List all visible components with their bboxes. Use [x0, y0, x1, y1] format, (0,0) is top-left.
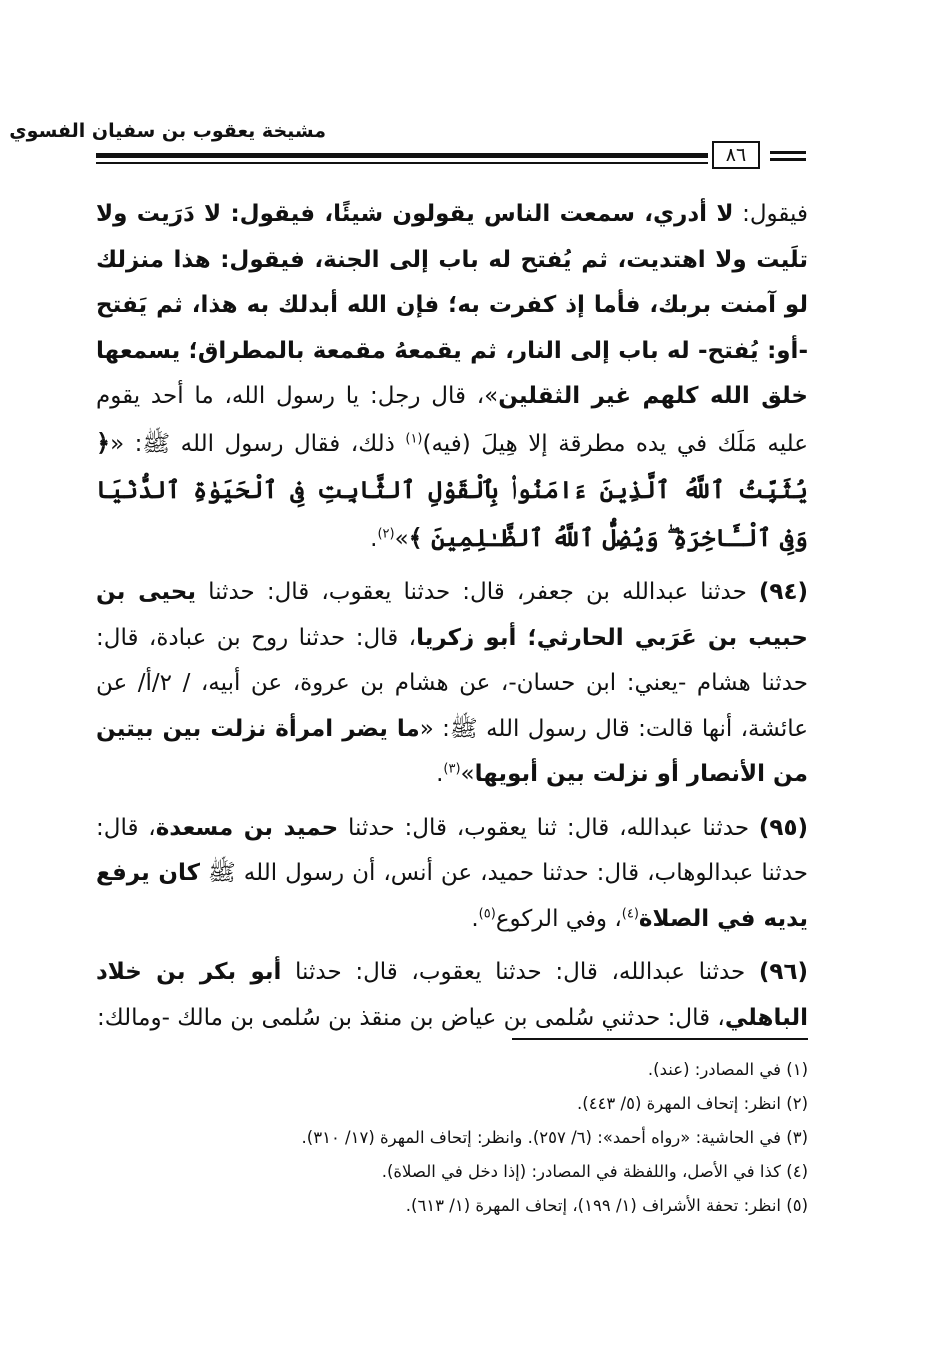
text-run: . — [471, 905, 479, 932]
footnote-3: (٣) في الحاشية: «رواه أحمد»: (٦/ ٢٥٧). وانظر: إتحاف المهرة (١٧/ ٣١٠). — [301, 1128, 808, 1147]
footnote-5: (٥) انظر: تحفة الأشراف (١/ ١٩٩)، إتحاف المهرة (١/ ٦١٣). — [405, 1196, 808, 1215]
footnote-1: (١) في المصادر: (عند). — [647, 1060, 808, 1079]
footnote-2: (٢) انظر: إتحاف المهرة (٥/ ٤٤٣). — [577, 1094, 808, 1113]
text-run: . — [370, 525, 378, 552]
text-run: حدثنا عبدالله، قال: ثنا يعقوب، قال: حدثنا — [338, 814, 759, 841]
narrator-name: حميد بن مسعدة — [155, 814, 339, 841]
footnote-ref: (٢) — [377, 525, 395, 541]
text-run: ، قال: حدثنا عبدالوهاب، قال: حدثنا حميد، عن أنس، أن رسول الله ﷺ — [96, 814, 808, 886]
text-run: ذلك، فقال رسول الله ﷺ: « — [110, 430, 406, 457]
text-run: حدثنا عبدالله بن جعفر، قال: حدثنا يعقوب، قال: حدثنا — [196, 579, 759, 605]
paragraph — [96, 192, 808, 562]
text-run: »، قال رجل: يا رسول الله، ما أحد يقوم عليه مَلَك في يده مطرقة إلا هِيلَ (فيه) — [96, 383, 808, 457]
text-run: ، قال: حدثنا روح بن عبادة، قال: حدثنا هشام -يعني: ابن حسان-، عن هشام بن عروة، عن أبيه، / ٢/أ/ عن عائشة، أنها قالت: قال رسول الله ﷺ: « — [96, 624, 808, 742]
footnote-separator — [512, 1038, 808, 1040]
text-run: حدثنا عبدالله، قال: حدثنا يعقوب، قال: حدثنا — [281, 959, 759, 985]
header-rule-thin — [96, 162, 708, 164]
paragraph-95 — [96, 806, 808, 943]
footnote-ref: (١) — [405, 430, 423, 446]
text-run: » — [460, 761, 475, 787]
text-run: » — [394, 525, 409, 552]
paragraph-96 — [96, 950, 808, 1041]
hadith-number: (٩٦) — [758, 959, 808, 985]
text-run: . — [436, 761, 444, 787]
footnote-4: (٤) كذا في الأصل، واللفظة في المصادر: (إذا دخل في الصلاة). — [381, 1162, 808, 1181]
header-rule-thick — [96, 153, 708, 158]
running-title: مشيخة يعقوب بن سفيان الفسوي — [9, 120, 326, 142]
paragraph-94 — [96, 570, 808, 798]
text-run: فيقول: — [733, 201, 808, 227]
footnote-ref: (٣) — [443, 761, 461, 777]
footnote-ref: (٥) — [478, 905, 496, 921]
main-text — [96, 192, 808, 1041]
quran-verse: ﴿ يُثَبِّتُ ٱللَّهُ ٱلَّذِينَ ءَامَنُوا۟ بِٱلْقَوْلِ ٱلثَّابِتِ فِى ٱلْحَيَوٰةِ ٱلدُّنْيَا وَفِى ٱلْـَٔاخِرَةِ ۖ وَيُضِلُّ ٱللَّهُ ٱلظَّـٰلِمِينَ ﴾ — [96, 427, 808, 552]
hadith-text: لا أدري، سمعت الناس يقولون شيئًا، فيقول: لا دَرَيت ولا تلَيت ولا اهتديت، ثم يُفتح له باب إلى الجنة، فيقول: هذا منزلك لو آمنت بربك، فأما إذ كفرت به؛ فإن الله أبدلك به هذا، ثم يَفتح -أو: يُفتح- له باب إلى النار، ثم يقمعهُ مقمعة بالمطراق؛ يسمعها خلق الله كلهم غير الثقلين — [96, 201, 808, 409]
narrator-name: أبو بكر بن خلاد الباهلي — [96, 959, 808, 1031]
text-run: ، قال: حدثني سُلمى بن عياض بن منقذ بن سُلمى بن مالك -ومالك: — [97, 1004, 725, 1031]
footnote-ref: (٤) — [621, 905, 639, 921]
hadith-text: ما يضر امرأة نزلت بين بيتين من الأنصار أو نزلت بين أبويها — [96, 715, 808, 787]
hadith-text: كان يرفع يديه في الصلاة — [96, 860, 808, 932]
text-run: ، وفي الركوع — [495, 905, 622, 932]
ornament-bar-top — [770, 151, 806, 154]
hadith-number: (٩٤) — [758, 579, 808, 605]
ornament-bar-bottom — [770, 158, 806, 161]
hadith-number: (٩٥) — [758, 814, 808, 841]
footnotes — [96, 1053, 808, 1223]
narrator-name: يحيى بن حبيب بن عَرَبي الحارثي؛ أبو زكريا — [96, 579, 808, 651]
page-number: ٨٦ — [712, 141, 760, 169]
